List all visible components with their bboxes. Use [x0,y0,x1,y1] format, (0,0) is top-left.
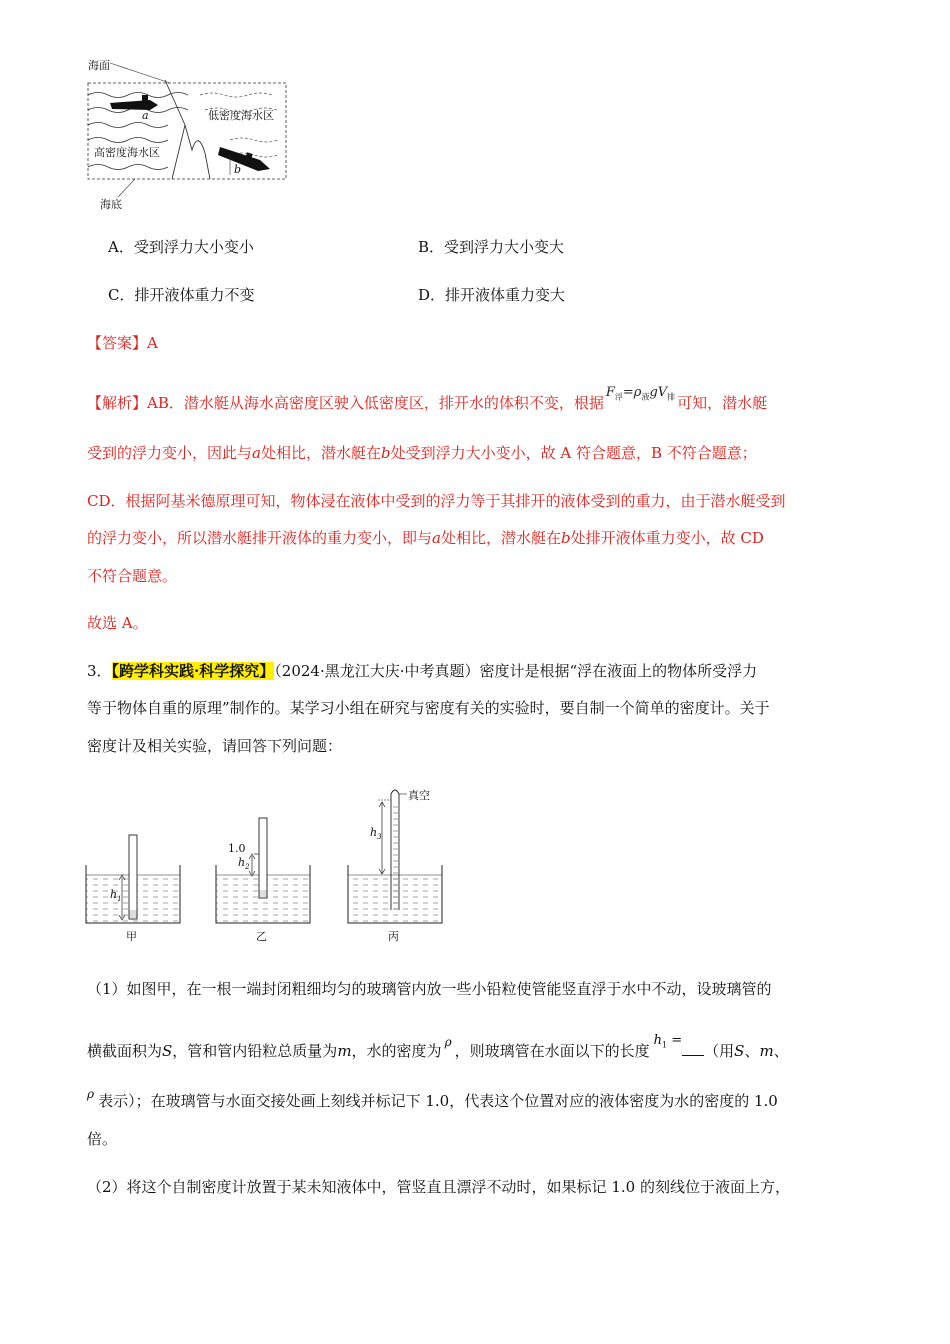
answer: 【答案】A [87,334,158,352]
buoyancy-formula: $F_浮=\rho_液gV_排$ [605,385,676,402]
analysis-text: 可知，潜水艇 [677,394,768,412]
analysis-line-2: 受到的浮力变小，因此与a处相比，潜水艇在b处受到浮力大小变小，故 A 符合题意，B 不符合题意； [87,444,757,462]
label-h3: $h_3$ [370,826,382,842]
part1-line-3: $^\rho$ 表示）；在玻璃管与水面交接处画上刻线并标记下 1.0，代表这个位置对应的液体密度为水的密度的 1.0 [87,1087,778,1110]
mark-1-0: 1.0 [228,842,246,855]
question-number: 3． [87,662,112,680]
answer-blank[interactable] [682,1043,704,1056]
label-bing: 丙 [388,930,399,943]
option-a: A．受到浮力大小变小 [108,238,254,256]
label-high-density: 高密度海水区 [94,146,160,159]
hydrometer-diagram [82,780,452,950]
q3-line-1: 3．【跨学科实践·科学探究】（2024·黑龙江大庆·中考真题）密度计是根据“浮在液面上的物体所受浮力 [87,662,758,680]
label-yi: 乙 [256,930,267,943]
analysis-line-1 [87,385,768,415]
submarine-figure [80,55,300,215]
question-tag: 【跨学科实践·科学探究】 [111,662,275,680]
label-h1: $h_1$ [110,888,122,904]
label-h2: $h_2$ [238,856,250,872]
q3-line-2: 等于物体自重的原理”制作的。某学习小组在研究与密度有关的实验时，要自制一个简单的密度计。关于 [87,699,770,717]
submarine-diagram [80,55,300,215]
label-vacuum: 真空 [408,789,430,802]
rho-symbol: ρ [444,1035,452,1049]
h1-formula: $h_1$ = [653,1033,683,1050]
label-jia: 甲 [126,930,137,943]
part1-line-4: 倍。 [87,1130,118,1148]
option-d: D．排开液体重力变大 [418,286,566,304]
conclusion: 故选 A。 [87,614,148,632]
part2-line-1: （2）将这个自制密度计放置于某未知液体中，管竖直且漂浮不动时，如果标记 1.0 的刻线位于液面上方， [87,1178,790,1196]
label-sea-floor: 海底 [100,198,122,211]
option-b: B．受到浮力大小变大 [418,238,565,256]
rho-symbol: ρ [87,1087,95,1101]
option-c: C．排开液体重力不变 [108,286,255,304]
label-point-a: a [142,109,149,122]
q3-line-3: 密度计及相关实验，请回答下列问题： [87,737,343,755]
analysis-line-3: CD．根据阿基米德原理可知，物体浸在液体中受到的浮力等于其排开的液体受到的重力，由于潜水艇受到 [87,492,786,510]
part1-line-2: 横截面积为S，管和管内铅粒总质量为m，水的密度为 $^\rho$ ，则玻璃管在水面以下的长度$h_1$ =（用S、m、 [87,1033,789,1060]
analysis-text: 【解析】AB．潜水艇从海水高密度区驶入低密度区，排开水的体积不变，根据 [87,394,604,412]
analysis-line-5: 不符合题意。 [87,567,178,585]
hydrometer-figure [82,780,452,950]
part1-line-1: （1）如图甲，在一根一端封闭粗细均匀的玻璃管内放一些小铅粒使管能竖直浮于水中不动，设玻璃管的 [87,980,772,998]
label-low-density: 低密度海水区 [208,109,274,122]
label-point-b: b [234,163,242,176]
analysis-line-4: 的浮力变小，所以潜水艇排开液体的重力变小，即与a处相比，潜水艇在b处排开液体重力变小，故 CD [87,529,764,547]
label-sea-surface: 海面 [88,59,110,72]
